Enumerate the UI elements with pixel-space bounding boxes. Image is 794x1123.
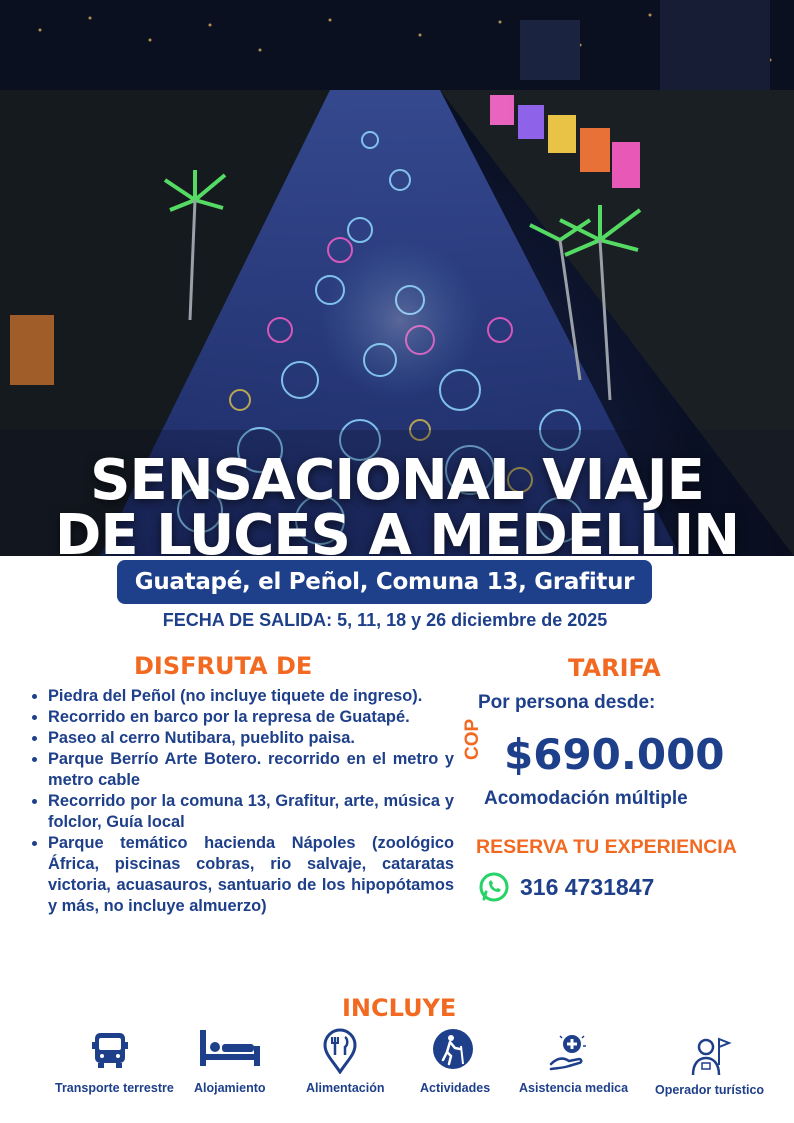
include-label-activities: Actividades — [420, 1081, 491, 1095]
currency-label: COP — [462, 718, 483, 760]
hero-title-line-2: DE LUCES A MEDELLIN — [54, 503, 740, 556]
bus-icon — [90, 1030, 130, 1070]
include-label-lodging: Alojamiento — [194, 1081, 266, 1095]
enjoy-title: DISFRUTA DE — [134, 652, 313, 680]
list-item: • Recorrido en barco por la represa de Guatapé. — [48, 707, 454, 728]
hero-title-line-1: SENSACIONAL VIAJE — [90, 448, 704, 513]
list-item: • Parque temático hacienda Nápoles (zoológico África, piscinas cobras, rio salvaje, cataratas victoria, acuasauros, santuario de los hipopótamos y más, no incluye almuerzo) — [48, 833, 454, 917]
medical-hand-icon — [548, 1030, 592, 1074]
include-label-transport: Transporte terrestre — [55, 1081, 174, 1095]
whatsapp-contact[interactable] — [478, 870, 654, 904]
rate-title: TARIFA — [568, 654, 661, 682]
includes-title: INCLUYE — [342, 994, 457, 1022]
whatsapp-icon — [478, 871, 510, 903]
accommodation-label: Acomodación múltiple — [484, 788, 688, 809]
hiking-icon — [432, 1028, 474, 1070]
list-item: • Paseo al cerro Nutibara, pueblito paisa. — [48, 728, 454, 749]
bed-icon — [198, 1028, 262, 1068]
destinations-subtitle: Guatapé, el Peñol, Comuna 13, Grafitur — [117, 560, 652, 604]
include-label-tour-operator: Operador turístico — [655, 1083, 765, 1097]
tour-guide-icon — [690, 1035, 732, 1077]
hero-photo — [0, 0, 794, 556]
enjoy-list — [26, 686, 454, 917]
phone-number: 316 4731847 — [520, 873, 655, 900]
price-value: $690.000 — [504, 730, 725, 779]
food-location-icon — [322, 1028, 358, 1074]
include-label-food: Alimentación — [306, 1081, 385, 1095]
per-person-label: Por persona desde: — [478, 692, 656, 713]
list-item: • Piedra del Peñol (no incluye tiquete de ingreso). — [48, 686, 454, 707]
list-item: • Recorrido por la comuna 13, Grafitur, arte, música y folclor, Guía local — [48, 791, 454, 833]
list-item: • Parque Berrío Arte Botero. recorrido en el metro y metro cable — [48, 749, 454, 791]
reserve-title: RESERVA TU EXPERIENCIA — [476, 836, 737, 858]
departure-dates: FECHA DE SALIDA: 5, 11, 18 y 26 diciembre de 2025 — [162, 610, 608, 630]
include-label-medical: Asistencia medica — [519, 1081, 629, 1095]
